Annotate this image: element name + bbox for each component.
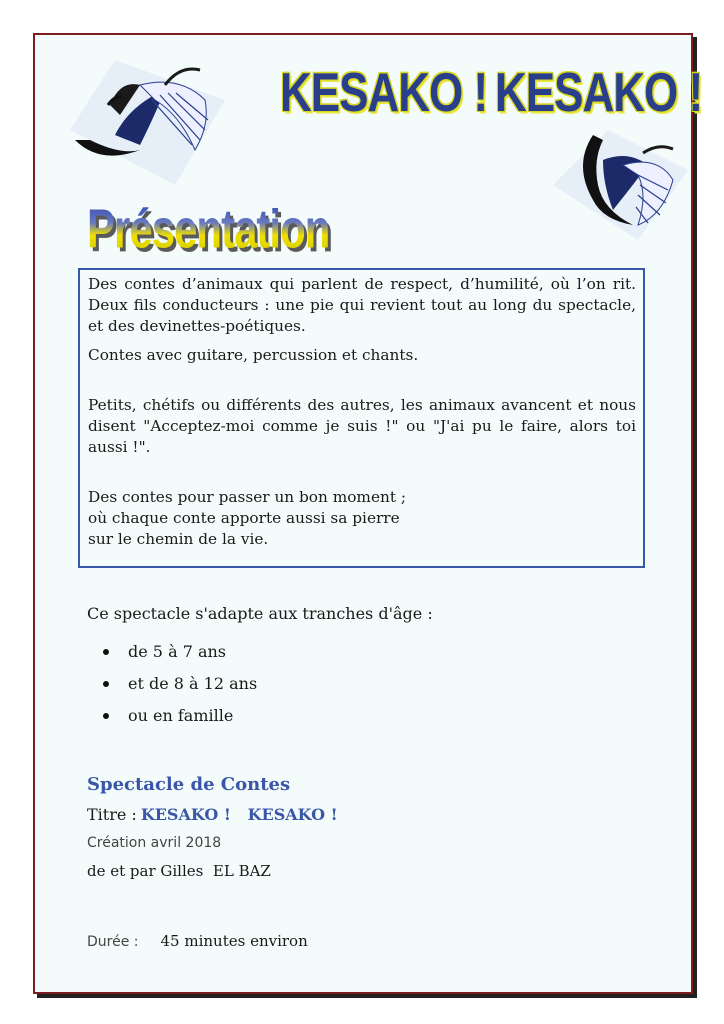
spectacle-heading: Spectacle de Contes: [87, 774, 291, 795]
closing-line: sur le chemin de la vie.: [88, 530, 269, 548]
list-item: [103, 700, 257, 732]
age-ranges-intro: Ce spectacle s'adapte aux tranches d'âge :: [87, 604, 433, 623]
title-value: KESAKO ! KESAKO !: [140, 805, 338, 824]
banner-title-left: KESAKO !: [280, 62, 488, 124]
bullet-icon: [103, 649, 109, 655]
paragraph-instruments: Contes avec guitare, percussion et chants.: [88, 346, 419, 364]
paragraph-intro: Des contes d’animaux qui parlent de respect, d’humilité, où l’on rit. Deux fils conducteurs : une pie qui revient tout au long du spectacle, et des devinettes-poétiques.: [88, 275, 636, 335]
list-item: [103, 636, 257, 668]
paragraph-animals: Petits, chétifs ou différents des autres, les animaux avancent et nous disent "Acceptez-moi comme je suis !" ou "J'ai pu le faire, alors toi aussi !".: [88, 396, 636, 456]
banner-title-right: KESAKO !: [495, 62, 703, 124]
duration-label: Durée :: [87, 934, 139, 950]
age-range-label: de 5 à 7 ans: [128, 642, 227, 661]
magpie-icon: [60, 45, 230, 195]
age-ranges-list: [103, 636, 257, 732]
closing-line: Des contes pour passer un bon moment ;: [88, 488, 407, 506]
title-line: [87, 805, 338, 824]
presentation-box: [78, 268, 645, 568]
list-item: [103, 668, 257, 700]
age-range-label: et de 8 à 12 ans: [128, 674, 258, 693]
bullet-icon: [103, 681, 109, 687]
creation-date: Création avril 2018: [87, 835, 222, 851]
author-line: de et par Gilles EL BAZ: [87, 862, 271, 880]
duration-line: [87, 932, 308, 950]
page-heading: Présentation: [87, 198, 330, 260]
magpie-icon: [548, 125, 693, 245]
closing-line: où chaque conte apporte aussi sa pierre: [88, 509, 400, 527]
paragraph-closing: [88, 487, 636, 550]
title-label: Titre :: [87, 805, 137, 824]
bullet-icon: [103, 713, 109, 719]
duration-value: 45 minutes environ: [160, 932, 308, 950]
age-range-label: ou en famille: [128, 706, 234, 725]
